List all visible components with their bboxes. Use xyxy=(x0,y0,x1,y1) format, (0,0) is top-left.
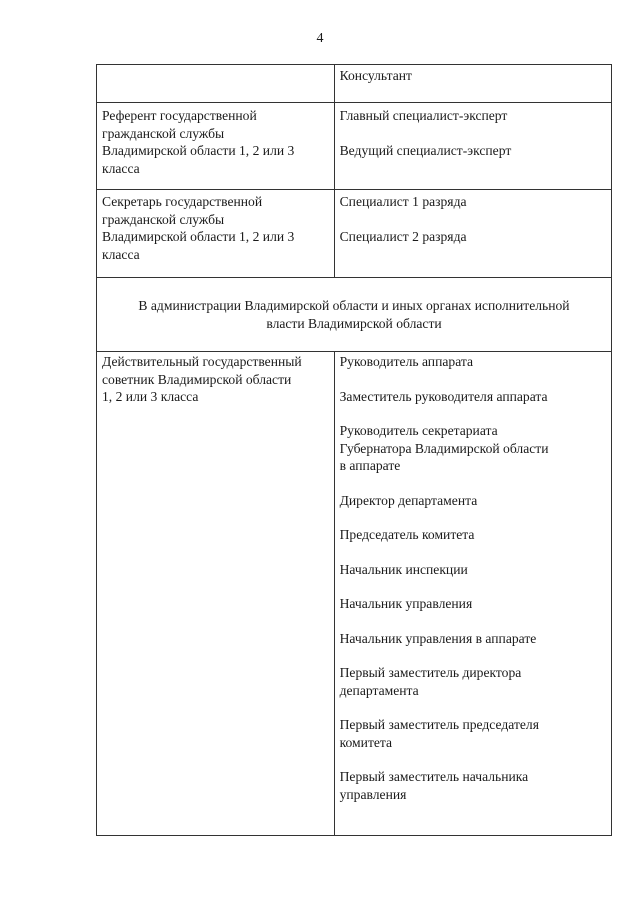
position-item: Первый заместитель председателя комитета xyxy=(339,717,539,750)
position-item: Председатель комитета xyxy=(339,527,475,542)
position-item: Заместитель руководителя аппарата xyxy=(339,388,548,404)
position-item: Специалист 2 разряда xyxy=(339,228,467,244)
table-row xyxy=(97,65,612,103)
page-number: 4 xyxy=(316,31,324,46)
position-item: Начальник управления xyxy=(339,596,473,611)
position-item: Ведущий специалист-эксперт xyxy=(339,142,512,158)
group-cell xyxy=(97,103,335,190)
position-item: Руководитель аппарата xyxy=(339,354,474,369)
position-item: Начальник управления в аппарате xyxy=(339,630,537,646)
positions-cell xyxy=(334,190,611,278)
group-name: Действительный государственный советник Владимирской области 1, 2 или 3 класса xyxy=(102,354,302,404)
section-heading: В администрации Владимирской области и иных органах исполнительной власти Владимирской области xyxy=(138,298,570,331)
table-row xyxy=(97,103,612,190)
table-row xyxy=(97,352,612,836)
position-item: Первый заместитель директора департамента xyxy=(339,665,522,698)
group-cell xyxy=(97,190,335,278)
positions-table xyxy=(96,64,612,836)
group-name: Референт государственной гражданской службы Владимирской области 1, 2 или 3 класса xyxy=(102,108,295,176)
table-row xyxy=(97,278,612,352)
position-item: Руководитель секретариата Губернатора Владимирской области в аппарате xyxy=(339,423,549,473)
group-cell xyxy=(97,352,335,836)
position-item: Начальник инспекции xyxy=(339,561,468,577)
section-heading-cell xyxy=(97,278,612,352)
positions-list xyxy=(340,353,606,803)
group-name: Секретарь государственной гражданской службы Владимирской области 1, 2 или 3 класса xyxy=(102,194,295,262)
position-item: Директор департамента xyxy=(339,492,478,508)
positions-cell xyxy=(334,65,611,103)
position-item: Консультант xyxy=(339,68,412,83)
positions-cell xyxy=(334,352,611,836)
table-row xyxy=(97,190,612,278)
position-item: Первый заместитель начальника управления xyxy=(339,769,529,802)
position-item: Главный специалист-эксперт xyxy=(339,108,508,123)
positions-cell xyxy=(334,103,611,190)
group-cell xyxy=(97,65,335,103)
position-item: Специалист 1 разряда xyxy=(339,194,467,209)
